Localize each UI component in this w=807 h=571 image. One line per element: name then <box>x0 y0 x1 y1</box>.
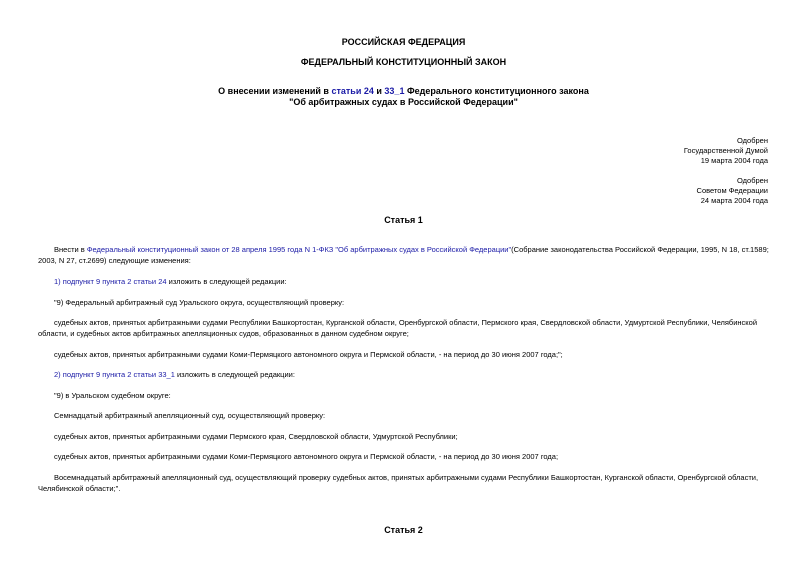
paragraph-text: судебных актов, принятых арбитражными судами Пермского края, Свердловской области, Удмуртской Республики; <box>54 432 458 441</box>
article-1-intro <box>38 245 769 266</box>
approval-date: 24 марта 2004 года <box>700 196 768 205</box>
article-1-paragraph <box>38 318 769 339</box>
paragraph-text: судебных актов, принятых арбитражными судами Республики Башкортостан, Курганской области, Оренбургской области, Пермского края, Свердловской области, Удмуртской Республики, Челябинской области, и судебных актов арбитражных апелляционных судов, образованных в данном судебном округе; <box>38 318 758 338</box>
article-1-paragraph <box>38 473 769 494</box>
article-1-paragraph <box>38 298 769 309</box>
item-2-number[interactable]: 2) <box>54 370 63 379</box>
paragraph-text: судебных актов, принятых арбитражными судами Коми-Пермяцкого автономного округа и Пермской области, - на период до 30 июня 2007 года;"; <box>54 350 563 359</box>
subpoint-9-article-33-1-link[interactable]: подпункт 9 пункта 2 статьи 33_1 <box>62 370 175 379</box>
item-2-text: изложить в следующей редакции: <box>174 370 295 379</box>
approval-label: Одобрен <box>737 136 768 145</box>
approval-body: Советом Федерации <box>696 186 768 195</box>
article-2-heading: Статья 2 <box>384 525 423 535</box>
intro-suffix: (Собрание законодательства Российской Федерации, 1995, N 18, ст.1589; 2003, N 27, ст.2699) следующие изменения: <box>38 245 769 265</box>
article-24-link[interactable]: статьи 24 <box>331 86 374 96</box>
law-title-line1 <box>0 86 807 96</box>
approval-date: 19 марта 2004 года <box>700 156 768 165</box>
article-1-item-2 <box>38 370 769 381</box>
title-and: и <box>373 86 385 96</box>
approval-federation-council <box>697 176 768 206</box>
title-suffix: Федерального конституционного закона <box>404 86 589 96</box>
paragraph-text: "9) в Уральском судебном округе: <box>54 391 171 400</box>
article-33-1-link[interactable]: 33_1 <box>384 86 405 96</box>
article-1-paragraph <box>38 452 769 463</box>
intro-prefix: Внести в <box>54 245 87 254</box>
article-1-item-1 <box>38 277 769 288</box>
title-prefix: О внесении изменений в <box>218 86 332 96</box>
country-heading: РОССИЙСКАЯ ФЕДЕРАЦИЯ <box>341 37 466 47</box>
federal-law-link[interactable]: Федеральный конституционный закон от 28 апреля 1995 года N 1-ФКЗ "Об арбитражных судах в Российской Федерации" <box>86 245 512 254</box>
law-title-line2: "Об арбитражных судах в Российской Федерации" <box>289 97 518 107</box>
approval-body: Государственной Думой <box>683 146 768 155</box>
paragraph-text: Восемнадцатый арбитражный апелляционный суд, осуществляющий проверку судебных актов, принятых арбитражными судами Республики Башкортостан, Курганской области, Оренбургской области, Челябинской области;". <box>38 473 759 493</box>
subpoint-9-article-24-link[interactable]: 1) подпункт 9 пункта 2 статьи 24 <box>54 277 167 286</box>
paragraph-text: Семнадцатый арбитражный апелляционный суд, осуществляющий проверку: <box>54 411 326 420</box>
article-1-paragraph <box>38 391 769 402</box>
law-type-heading: ФЕДЕРАЛЬНЫЙ КОНСТИТУЦИОННЫЙ ЗАКОН <box>300 57 507 67</box>
approval-label: Одобрен <box>737 176 768 185</box>
item-1-text: изложить в следующей редакции: <box>166 277 287 286</box>
approval-duma <box>684 136 768 166</box>
article-1-paragraph <box>38 411 769 422</box>
paragraph-text: "9) Федеральный арбитражный суд Уральского округа, осуществляющий проверку: <box>54 298 345 307</box>
article-1-paragraph <box>38 350 769 361</box>
article-1-heading: Статья 1 <box>384 215 423 225</box>
paragraph-text: судебных актов, принятых арбитражными судами Коми-Пермяцкого автономного округа и Пермской области, - на период до 30 июня 2007 года; <box>54 452 559 461</box>
article-1-paragraph <box>38 432 769 443</box>
